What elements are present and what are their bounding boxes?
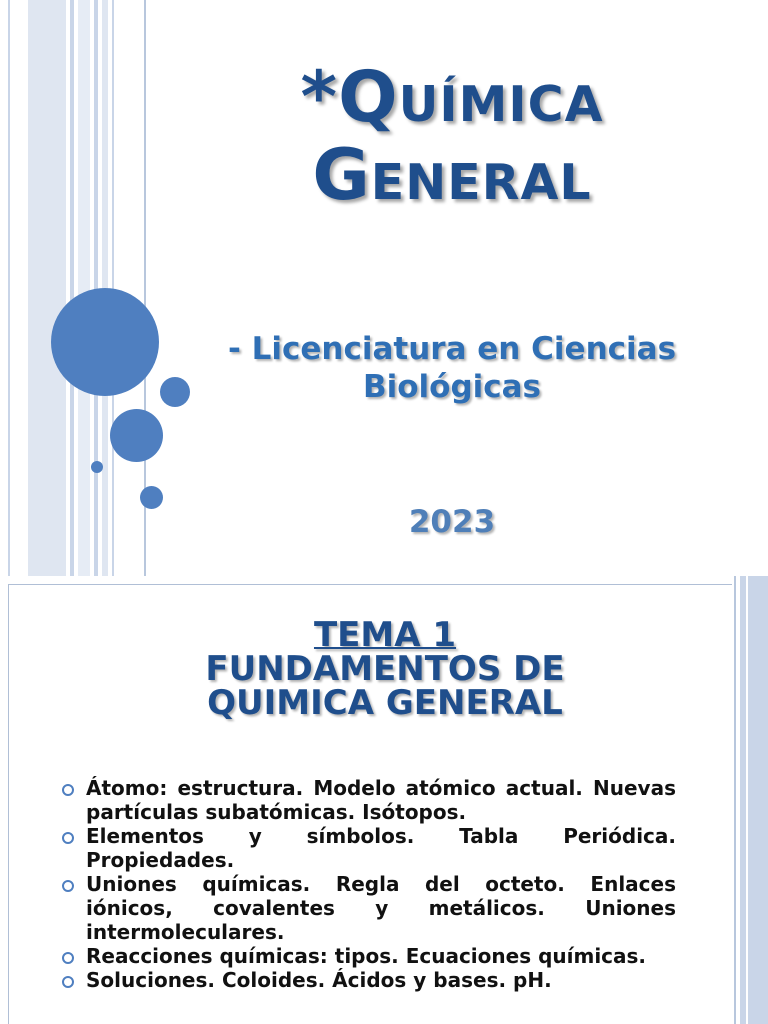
decorative-circle (51, 288, 159, 396)
subtitle-line-2: Biológicas (362, 369, 542, 405)
slide-2 (0, 576, 768, 1024)
decorative-stripe (70, 0, 74, 576)
list-item (60, 776, 676, 824)
topic-title-line-1: FUNDAMENTOS DE (205, 649, 565, 689)
bullet-circle-icon (62, 784, 74, 796)
title-line-1: *Química (300, 56, 604, 138)
list-item-text: Elementos y símbolos. Tabla Periódica. Propiedades. (86, 824, 676, 872)
topic-bullet-list (60, 776, 676, 992)
list-item (60, 824, 676, 872)
decorative-circle (91, 461, 103, 473)
list-item-text: Átomo: estructura. Modelo atómico actual. Nuevas partículas subatómicas. Isótopos. (86, 776, 676, 824)
topic-number: TEMA 1 (313, 615, 457, 655)
decorative-stripe (28, 0, 66, 576)
decorative-stripe (734, 576, 736, 1024)
list-item (60, 944, 676, 968)
decorative-circle (110, 409, 163, 462)
decorative-circle (140, 486, 163, 509)
subtitle-line-1: - Licenciatura en Ciencias (227, 331, 677, 367)
topic-title (60, 615, 710, 723)
decorative-stripe (78, 0, 90, 576)
bullet-circle-icon (62, 976, 74, 988)
bullet-circle-icon (62, 952, 74, 964)
slide-subtitle (200, 330, 704, 406)
decorative-stripe (8, 0, 10, 576)
bullet-circle-icon (62, 832, 74, 844)
list-item-text: Uniones químicas. Regla del octeto. Enlaces iónicos, covalentes y metálicos. Uniones intermoleculares. (86, 872, 676, 944)
slide-title (200, 58, 704, 214)
list-item-text: Soluciones. Coloides. Ácidos y bases. pH. (86, 968, 552, 992)
title-line-2: General (312, 134, 592, 216)
decorative-stripe (748, 576, 768, 1024)
bullet-circle-icon (62, 880, 74, 892)
topic-title-line-2: QUIMICA GENERAL (207, 683, 563, 723)
list-item-text: Reacciones químicas: tipos. Ecuaciones químicas. (86, 944, 647, 968)
year-label: 2023 (408, 504, 496, 540)
decorative-circle (160, 377, 190, 407)
decorative-stripe (740, 576, 746, 1024)
list-item (60, 968, 676, 992)
list-item (60, 872, 676, 944)
